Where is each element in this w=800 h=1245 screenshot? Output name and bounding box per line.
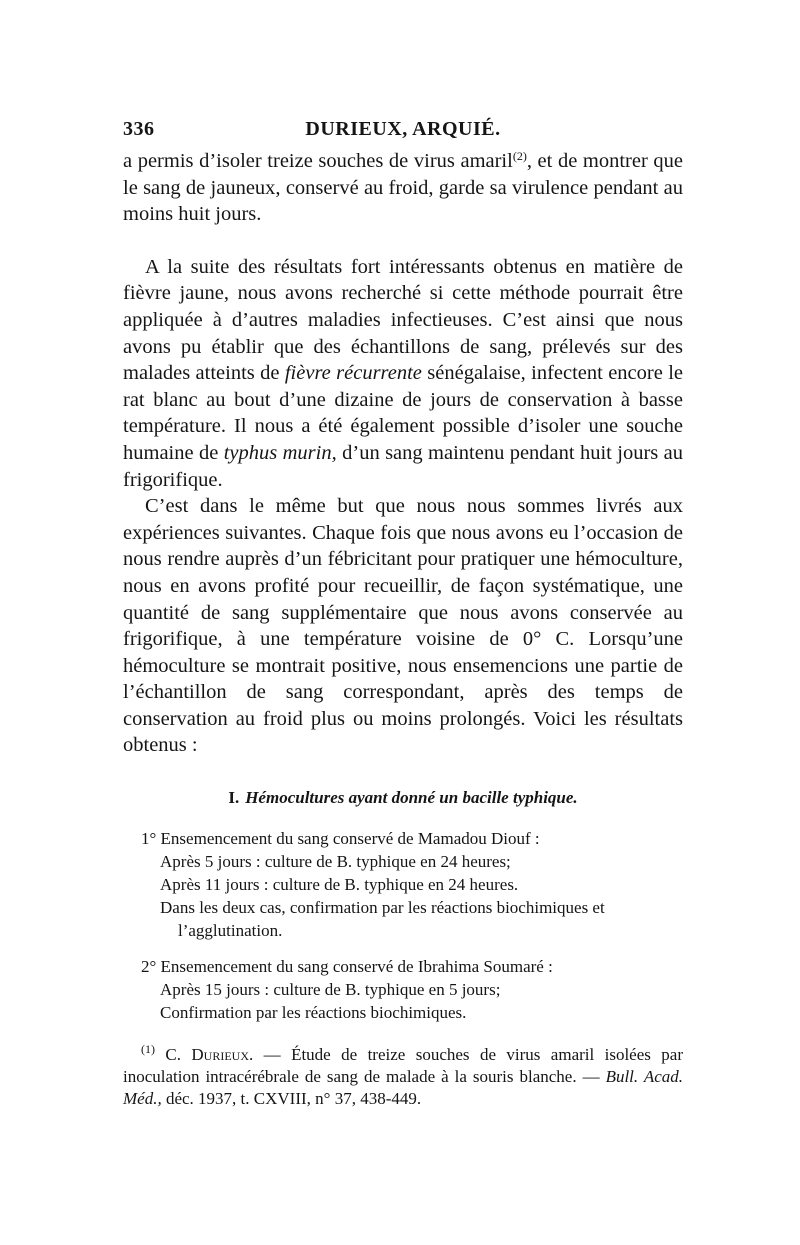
case-line: Dans les deux cas, confirmation par les réactions biochimiques et l’agglutination.: [160, 898, 605, 941]
case-line: Après 5 jours : culture de B. typhique en 24 heures;: [160, 852, 511, 872]
paragraph-text: a permis d’isoler treize souches de virus amaril: [123, 150, 513, 172]
footnote-author: C. Durieux.: [165, 1045, 254, 1065]
footnote-body: [123, 1044, 683, 1110]
footnote-journal: Bull. Acad. Méd.,: [123, 1067, 683, 1109]
running-title: DURIEUX, ARQUIÉ.: [305, 118, 501, 140]
paragraph-text: sénégalaise, infectent encore le rat blanc au bout d’une dizaine de jours de conservation à basse température. Il nous a été également possible d’isoler une souche humaine de: [123, 362, 683, 464]
case-line: Après 11 jours : culture de B. typhique en 24 heures.: [160, 875, 519, 895]
footnote-reference: (2): [512, 149, 527, 163]
paragraph-text: d’un sang maintenu pendant huit jours au frigorifique.: [123, 441, 683, 491]
italic-term: fièvre récurrente: [284, 362, 422, 385]
section-label: I.: [228, 788, 240, 808]
case-heading: 1° Ensemencement du sang conservé de Mamadou Diouf :: [141, 829, 540, 849]
italic-term: typhus murin,: [223, 441, 337, 464]
paragraph-continued: [123, 148, 683, 228]
footnote-text: — Étude de treize souches de virus amaril isolées par inoculation intracérébrale de sang de malade à la souris blanche. —: [123, 1045, 683, 1087]
section-heading: [123, 787, 683, 809]
section-title: Hémocultures ayant donné un bacille typhique.: [245, 788, 578, 808]
case-block: [123, 955, 683, 1024]
paragraph-text: , et de montrer que le sang de jauneux, conservé au froid, garde sa virulence pendant au moins huit jours.: [123, 150, 683, 226]
paragraph-experiences: C’est dans le même but que nous nous sommes livrés aux expériences suivantes. Chaque fois que nous avons eu l’occasion de nous rendre auprès d’un fébricitant pour pratiquer une hémoculture, nous en avons profité pour recueillir, de façon systématique, une quantité de sang supplémentaire que nous avons conservée au frigorifique, à une température voisine de 0° C. Lorsqu’une hémoculture se montrait positive, nous ensemencions une partie de l’échantillon de sang correspondant, après des temps de conservation au froid plus ou moins prolongés. Voici les résultats obtenus :: [123, 495, 683, 757]
footnote-marker: (1): [141, 1042, 155, 1057]
case-line: Après 15 jours : culture de B. typhique en 5 jours;: [160, 980, 501, 1000]
paragraph-text: A la suite des résultats fort intéressants obtenus en matière de fièvre jaune, nous avons recherché si cette méthode pourrait être appliquée à d’autres maladies infectieuses. C’est ainsi que nous avons pu établir que des échantillons de sang, prélevés sur des malades atteints de: [123, 255, 683, 385]
case-heading: 2° Ensemencement du sang conservé de Ibrahima Soumaré :: [141, 957, 553, 977]
footnote: [123, 1044, 683, 1110]
running-head: [123, 118, 683, 146]
footnote-text: déc. 1937, t. CXVIII, n° 37, 438-449.: [161, 1089, 422, 1109]
page: [123, 118, 683, 1110]
case-block: [123, 827, 683, 942]
page-number: 336: [123, 118, 155, 140]
paragraph-spacer: [123, 228, 683, 254]
case-line: Confirmation par les réactions biochimiques.: [160, 1003, 467, 1023]
paragraph-fievre-jaune: [123, 254, 683, 493]
